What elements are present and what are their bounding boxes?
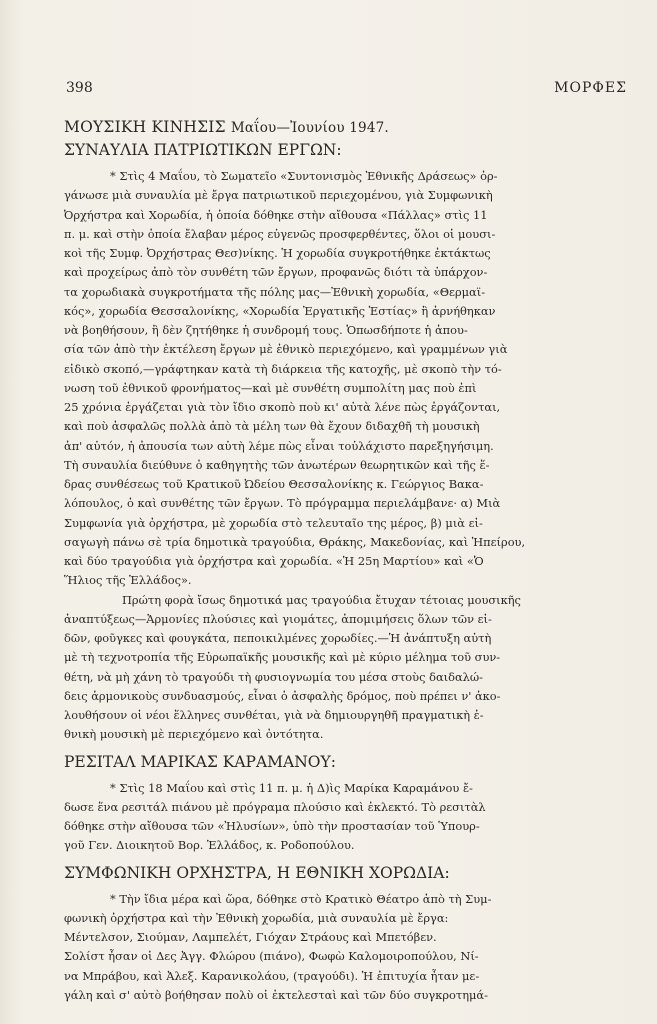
- section-heading: ΡΕΣΙΤΑΛ ΜΑΡΙΚΑΣ ΚΑΡΑΜΑΝΟΥ:: [64, 752, 336, 771]
- text-line: δῶν, φοῦγκες καὶ φουγκάτα, πεποικιλμένες χορωδίες.—Ἡ ἀνάπτυξη αὐτὴ: [64, 631, 492, 645]
- text-line: * Τὴν ἴδια μέρα καὶ ὥρα, δόθηκε στὸ Κρατικὸ Θέατρο ἀπὸ τὴ Συμ-: [110, 891, 492, 906]
- section-body: [64, 890, 630, 1006]
- text-line: κοὶ τῆς Συμφ. Ὀρχήστρας Θεσ)νίκης. Ἡ χορωδία συγκροτήθηκε ἐκτάκτως: [64, 246, 491, 260]
- text-line: νωση τοῦ ἐθνικοῦ φρονήματος—καὶ μὲ συνθέτη συμπολίτη μας ποὺ ἐπὶ: [64, 380, 477, 395]
- text-line: μὲ τὴ τεχνοτροπία τῆς Εὐρωπαϊκῆς μουσικῆς καὶ μὲ κύριο μέλημα τοῦ συν-: [64, 650, 501, 665]
- article-body: [64, 116, 630, 1005]
- text-line: σαγωγὴ πάνω σὲ τρία δημοτικὰ τραγούδια, Θράκης, Μακεδονίας, καὶ Ἠπείρου,: [64, 534, 526, 549]
- text-line: δόθηκε στὴν αἴθουσα τῶν «Ἠλυσίων», ὑπὸ τὴν προστασίαν τοῦ Ὑπουρ-: [64, 819, 480, 833]
- text-line: Τὴ συναυλία διεύθυνε ὁ καθηγητὴς τῶν ἀνωτέρων θεωρητικῶν καὶ τῆς ἕ-: [64, 457, 490, 472]
- text-line: δεις ἁρμονικοὺς συνδυασμούς, εἶναι ὁ ἀσφαλὴς δρόμος, ποὺ πρέπει ν' ἀκο-: [64, 688, 501, 703]
- text-line: Ὀρχήστρα καὶ Χορωδία, ἡ ὁποία δόθηκε στὴν αἴθουσα «Πάλλας» στὶς 11: [64, 207, 488, 222]
- section-body: [64, 779, 630, 856]
- page-number: 398: [66, 80, 93, 96]
- section-body: [64, 167, 630, 745]
- text-line: δρας συνθέσεως τοῦ Κρατικοῦ Ὠδείου Θεσσαλονίκης κ. Γεώργιος Βακα-: [64, 477, 484, 491]
- text-line: ἀπ' αὐτόν, ἡ ἀπουσία των αὐτὴ λέμε πὼς εἶναι τοὐλάχιστο παρεξηγήσιμη.: [64, 438, 494, 453]
- text-line: θνικὴ μουσικὴ μὲ περιεχόμενο καὶ ὀντότητα.: [64, 727, 324, 742]
- text-line: Σολίστ ἦσαν οἱ Δες Ἀγγ. Φλώρου (πιάνο), Φωφὼ Καλομοιροπούλου, Νί-: [64, 949, 479, 964]
- text-line: Πρώτη φορὰ ἴσως δημοτικά μας τραγούδια ἔτυχαν τέτοιας μουσικῆς: [122, 592, 521, 607]
- text-line: γάλη καὶ σ' αὐτὸ βοήθησαν πολὺ οἱ ἐκτελεσταὶ καὶ τῶν δύο συγκροτημά-: [64, 987, 488, 1002]
- text-line: λουθήσουν οἱ νέοι ἕλληνες συνθέται, γιὰ νὰ δημιουργηθῆ πραγματικὴ ἐ-: [64, 708, 484, 722]
- text-line: γάνωσε μιὰ συναυλία μὲ ἔργα πατριωτικοῦ περιεχομένου, γιὰ Συμφωνικὴ: [64, 188, 493, 203]
- text-line: τα χορωδιακὰ συγκροτήματα τῆς πόλης μας—Ἐθνικὴ χορωδία, «Θερμαϊ-: [64, 284, 486, 299]
- article-title-text: ΜΟΥΣΙΚΗ ΚΙΝΗΣΙΣ: [64, 118, 226, 136]
- text-line: να Μπράβου, καὶ Ἀλεξ. Καρανικολάου, (τραγούδι). Ἡ ἐπιτυχία ἦταν με-: [64, 968, 480, 983]
- section-heading: ΣΥΜΦΩΝΙΚΗ ΟΡΧΗΣΤΡΑ, Η ΕΘΝΙΚΗ ΧΟΡΩΔΙΑ:: [64, 863, 450, 882]
- text-line: Ἥλιος τῆς Ἑλλάδος».: [64, 573, 192, 588]
- text-line: π. μ. καὶ στὴν ὁποία ἔλαβαν μέρος εὐγενῶς προσφερθέντες, ὅλοι οἱ μουσι-: [64, 226, 496, 241]
- text-line: φωνικὴ ὀρχήστρα καὶ τὴν Ἐθνικὴ χορωδία, μιὰ συναυλία μὲ ἔργα:: [64, 910, 449, 925]
- text-line: γοῦ Γεν. Διοικητοῦ Βορ. Ἑλλάδος, κ. Ροδοπούλου.: [64, 838, 355, 853]
- text-line: καὶ ποὺ ἀσφαλῶς πολλὰ ἀπὸ τὰ μέλη των θὰ ἔχουν διδαχθῆ τὴ μουσικὴ: [64, 419, 480, 434]
- text-line: ἀναπτύξεως—Ἁρμονίες πλούσιες καὶ γιομάτες, ἀπομιμήσεις ὅλων τῶν εἰ-: [64, 611, 492, 626]
- text-line: * Στὶς 4 Μαΐου, τὸ Σωματεῖο «Συντονισμὸς Ἐθνικῆς Δράσεως» ὀρ-: [110, 169, 498, 183]
- text-line: Μέντελσον, Σιούμαν, Λαμπελέτ, Γιόχαν Στράους καὶ Μπετόβεν.: [64, 930, 437, 944]
- text-line: κός», χορωδία Θεσσαλονίκης, «Χορωδία Ἐργατικῆς Ἑστίας» ἢ ἀρνήθηκαν: [64, 303, 496, 318]
- text-line: θέτη, νὰ μὴ χάνη τὸ τραγούδι τὴ φυσιογνωμία του μέσα στοὺς δαιδαλώ-: [64, 669, 484, 684]
- text-line: * Στὶς 18 Μαΐου καὶ στὶς 11 π. μ. ἡ Δ)ὶς Μαρίκα Καραμάνου ἔ-: [110, 780, 473, 795]
- article-title: [64, 116, 630, 139]
- text-line: νὰ βοηθήσουν, ἢ δὲν ζητήθηκε ἡ συνδρομή τους. Ὁπωσδήποτε ἡ ἀπου-: [64, 323, 468, 337]
- text-line: σία τῶν ἀπὸ τὴν ἐκτέλεση ἔργων μὲ ἐθνικὸ περιεχόμενο, καὶ γραμμένων γιὰ: [64, 342, 508, 357]
- running-title: ΜΟΡΦΕΣ: [554, 80, 627, 96]
- text-line: δωσε ἕνα ρεσιτάλ πιάνου μὲ πρόγραμα πλούσιο καὶ ἐκλεκτό. Τὸ ρεσιτὰλ: [64, 799, 486, 814]
- text-line: 25 χρόνια ἐργάζεται γιὰ τὸν ἴδιο σκοπὸ ποὺ κι' αὐτὰ λένε πὼς ἐργάζονται,: [64, 400, 501, 414]
- text-line: λόπουλος, ὁ καὶ συνθέτης τῶν ἔργων. Τὸ πρόγραμμα περιελάμβανε· α) Μιὰ: [64, 496, 501, 511]
- section-heading: ΣΥΝΑΥΛΙΑ ΠΑΤΡΙΩΤΙΚΩΝ ΕΡΓΩΝ:: [64, 141, 342, 159]
- text-line: καὶ δύο τραγούδια γιὰ ὀρχήστρα καὶ χορωδία. «Ἡ 25η Μαρτίου» καὶ «Ὁ: [64, 554, 484, 568]
- article-date: Μαΐου—Ἰουνίου 1947.: [230, 120, 389, 136]
- text-line: εἰδικὸ σκοπό,—γράφτηκαν κατὰ τὴ διάρκεια τῆς κατοχῆς, μὲ σκοπὸ τὴν τό-: [64, 361, 502, 376]
- text-line: καὶ προχείρως ἀπὸ τὸν συνθέτη τῶν ἔργων, προφανῶς διότι τὰ ὑπάρχον-: [64, 265, 488, 280]
- text-line: Συμφωνία γιὰ ὀρχήστρα, μὲ χορωδία στὸ τελευταῖο της μέρος, β) μιὰ εἰ-: [64, 515, 483, 530]
